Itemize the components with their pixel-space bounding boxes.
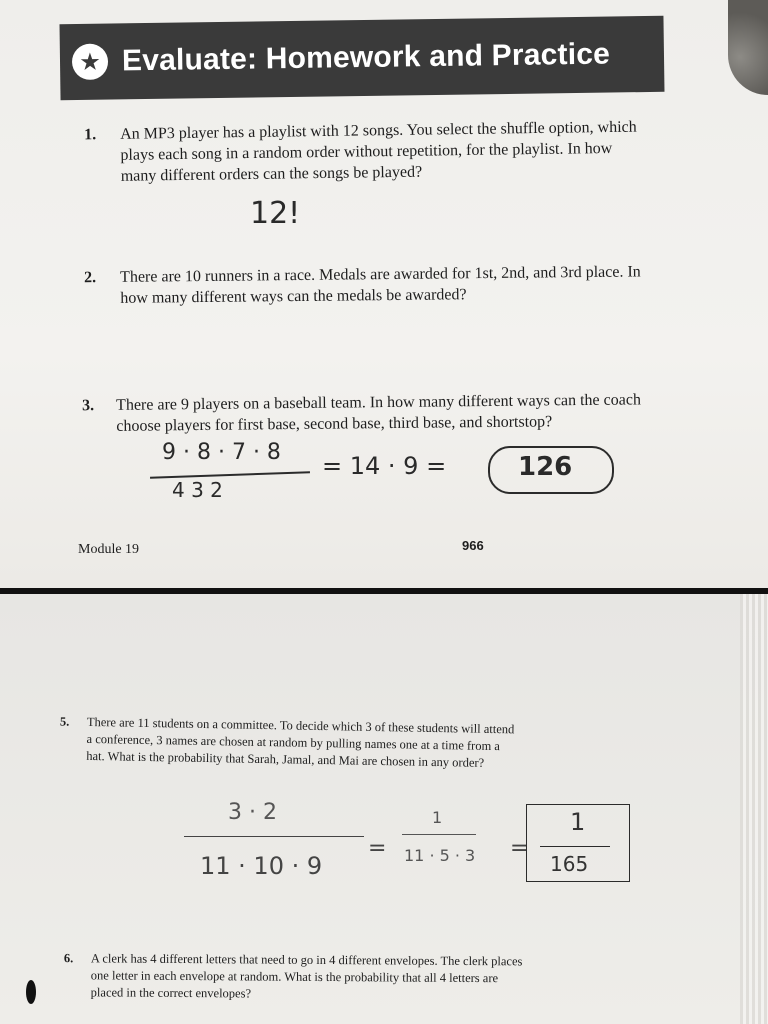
fraction-bar (402, 834, 476, 835)
question-number: 1. (84, 126, 97, 144)
page-number: 966 (462, 538, 484, 553)
question-text-line: A clerk has 4 different letters that need to go in 4 different envelopes. The clerk places (90, 951, 523, 969)
question-number: 3. (82, 397, 95, 415)
question-text-line: There are 10 runners in a race. Medals are awarded for 1st, 2nd, and 3rd place. In (120, 263, 641, 286)
question-number: 2. (84, 269, 97, 287)
footer-module: Module 19 (78, 542, 140, 557)
question-text-line: one letter in each envelope at random. What is the probability that all 4 letters are (90, 968, 499, 986)
question-text-line: a conference, 3 names are chosen at random by pulling names one at a time from a (86, 731, 501, 754)
question-text-line: placed in the correct envelopes? (90, 985, 252, 1001)
handwritten-denominator-3: 4 3 2 (172, 478, 223, 502)
handwritten-denominator-5: 11 · 10 · 9 (200, 852, 323, 880)
question-text-line: plays each song in a random order without repetition, for the playlist. In how (120, 139, 613, 164)
fraction-bar (540, 846, 610, 847)
section-header (59, 16, 664, 100)
handwritten-answer-numerator-5: 1 (570, 808, 586, 836)
question-text-line: There are 9 players on a baseball team. In how many different ways can the coach (116, 391, 641, 414)
handwritten-equation-3: = 14 · 9 = (322, 452, 447, 480)
star-icon: ★ (72, 44, 108, 80)
question-text-line: how many different ways can the medals be awarded? (120, 286, 467, 307)
equals-sign: = (510, 836, 529, 861)
handwritten-numerator-3: 9 · 8 · 7 · 8 (162, 440, 281, 465)
question-text-line: choose players for first base, second base, third base, and shortstop? (116, 413, 553, 435)
fraction-bar (184, 836, 364, 837)
question-text-line: hat. What is the probability that Sarah, Jamal, and Mai are chosen in any order? (86, 748, 485, 770)
question-number: 6. (63, 951, 74, 966)
binder-hole (26, 980, 36, 1004)
handwritten-answer-denominator-5: 165 (550, 852, 589, 876)
handwritten-mid-numerator-5: 1 (432, 808, 443, 827)
handwritten-mid-denominator-5: 11 · 5 · 3 (404, 846, 476, 865)
handwritten-answer-3: 126 (518, 452, 573, 482)
section-title: Evaluate: Homework and Practice (121, 37, 611, 78)
page-edge (740, 594, 768, 1024)
question-text-line: An MP3 player has a playlist with 12 songs. You select the shuffle option, which (120, 118, 637, 143)
question-text-line: There are 11 students on a committee. To decide which 3 of these students will attend (86, 714, 515, 737)
question-text-line: many different orders can the songs be played? (120, 163, 423, 185)
question-number: 5. (59, 714, 70, 729)
handwritten-numerator-5: 3 · 2 (228, 800, 277, 825)
equals-sign: = (368, 836, 387, 861)
handwritten-answer-1: 12! (250, 196, 301, 231)
